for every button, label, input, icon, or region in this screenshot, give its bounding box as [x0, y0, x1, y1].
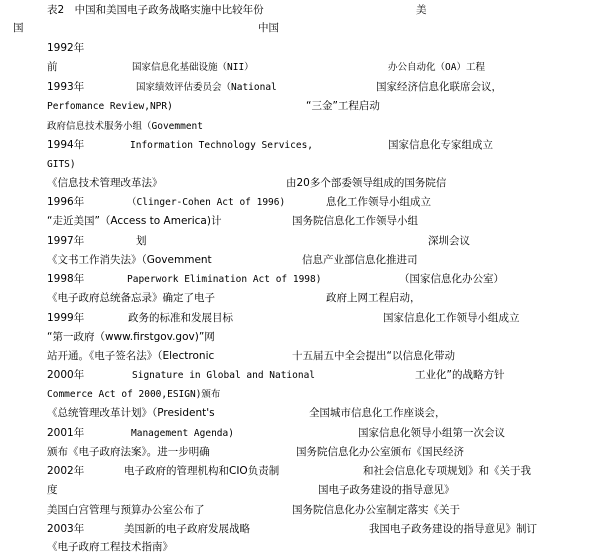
us-text: 《电子政府工程技术指南》: [47, 541, 173, 553]
us-text: 国家绩效评估委员会（National: [136, 82, 277, 93]
us-text: 美国白宫管理与预算办公室公布了: [47, 504, 205, 516]
year-cell: 1996年: [47, 196, 85, 208]
cn-text: 办公自动化（OA）工程: [388, 62, 485, 73]
us-text: “走近美国”（Access to America)计: [47, 215, 222, 227]
us-text: 站开通。《电子签名法》（Electronic: [47, 350, 215, 362]
cn-text: 全国城市信息化工作座谈会，: [309, 407, 446, 419]
year-cell: 1999年: [47, 312, 85, 324]
cn-text: 我国电子政务建设的指导意见》制订: [369, 523, 537, 535]
year-cell: 1994年: [47, 139, 85, 151]
year-cell: 1993年: [47, 81, 85, 93]
us-text: Information Technology Services,: [130, 140, 314, 151]
header-us-part: 美: [416, 4, 427, 16]
cn-text: 国务院信息化工作领导小组: [292, 215, 418, 227]
us-text: Commerce Act of 2000,ESIGN)颁布: [47, 389, 221, 400]
cn-text: 深圳会议: [428, 235, 470, 247]
year-cell: 2001年: [47, 427, 85, 439]
us-text: Perfomance Review,NPR): [47, 101, 173, 112]
year-cell: 2002年: [47, 465, 85, 477]
us-text: 《电子政府总统备忘录》确定了电子: [47, 292, 215, 304]
cn-text: 国电子政务建设的指导意见》: [318, 484, 455, 496]
header-us-part: 国: [13, 22, 24, 34]
cn-text: （国家信息化办公室）: [399, 273, 504, 285]
us-text: 国家信息化基础设施（NII）: [132, 62, 254, 73]
us-text: Paperwork Elimination Act of 1998): [127, 274, 322, 285]
cn-text: 十五届五中全会提出“以信息化带动: [292, 350, 455, 362]
us-text: 划: [136, 235, 147, 247]
us-text: Management Agenda): [131, 428, 234, 439]
cn-text: 国家信息化工作领导小组成立: [383, 312, 520, 324]
us-text: 《文书工作消失法》（Govemment: [47, 254, 212, 266]
us-text: 颁布《电子政府法案》。进一步明确: [47, 446, 210, 458]
table-caption: 表2 中国和美国电子政务战略实施中比较年份: [47, 4, 264, 16]
us-text: 《信息技术管理改革法》: [47, 177, 163, 189]
cn-text: 信息产业部信息化推进司: [302, 254, 418, 266]
cn-text: 国家信息化领导小组第一次会议: [358, 427, 505, 439]
us-text: 政府信息技术服务小组（Govemment: [47, 121, 203, 132]
cn-text: 由20多个部委领导组成的国务院信: [286, 177, 447, 189]
cn-text: 国家信息化专家组成立: [388, 139, 493, 151]
us-text: 度: [47, 484, 58, 496]
year-cell: 1997年: [47, 235, 85, 247]
cn-text: 国务院信息化办公室制定落实《关于: [292, 504, 460, 516]
cn-text: 国务院信息化办公室颁布《国民经济: [296, 446, 464, 458]
us-text: GITS): [47, 159, 76, 170]
us-text: “第一政府（www.firstgov.gov)”网: [47, 331, 215, 343]
us-text: 政务的标准和发展目标: [128, 312, 233, 324]
year-cell: 1992年: [47, 42, 85, 54]
year-cell: 2000年: [47, 369, 85, 381]
us-text: Signature in Global and National: [132, 370, 316, 381]
cn-text: 息化工作领导小组成立: [326, 196, 431, 208]
us-text: 美国新的电子政府发展战略: [124, 523, 250, 535]
cn-text: 工业化”的战略方针: [415, 369, 505, 381]
year-cell: 前: [47, 61, 58, 73]
cn-text: 和社会信息化专项规划》和《关于我: [363, 465, 531, 477]
us-text: 电子政府的管理机构和CIO负责制: [124, 465, 280, 477]
year-cell: 2003年: [47, 523, 85, 535]
us-text: （Clinger-Cohen Act of 1996): [127, 197, 286, 208]
cn-text: “三金”工程启动: [306, 100, 380, 112]
us-text: 《总统管理改革计划》（President's: [47, 407, 215, 419]
header-china: 中国: [258, 22, 279, 34]
cn-text: 国家经济信息化联席会议，: [376, 81, 502, 93]
year-cell: 1998年: [47, 273, 85, 285]
cn-text: 政府上网工程启动，: [326, 292, 421, 304]
